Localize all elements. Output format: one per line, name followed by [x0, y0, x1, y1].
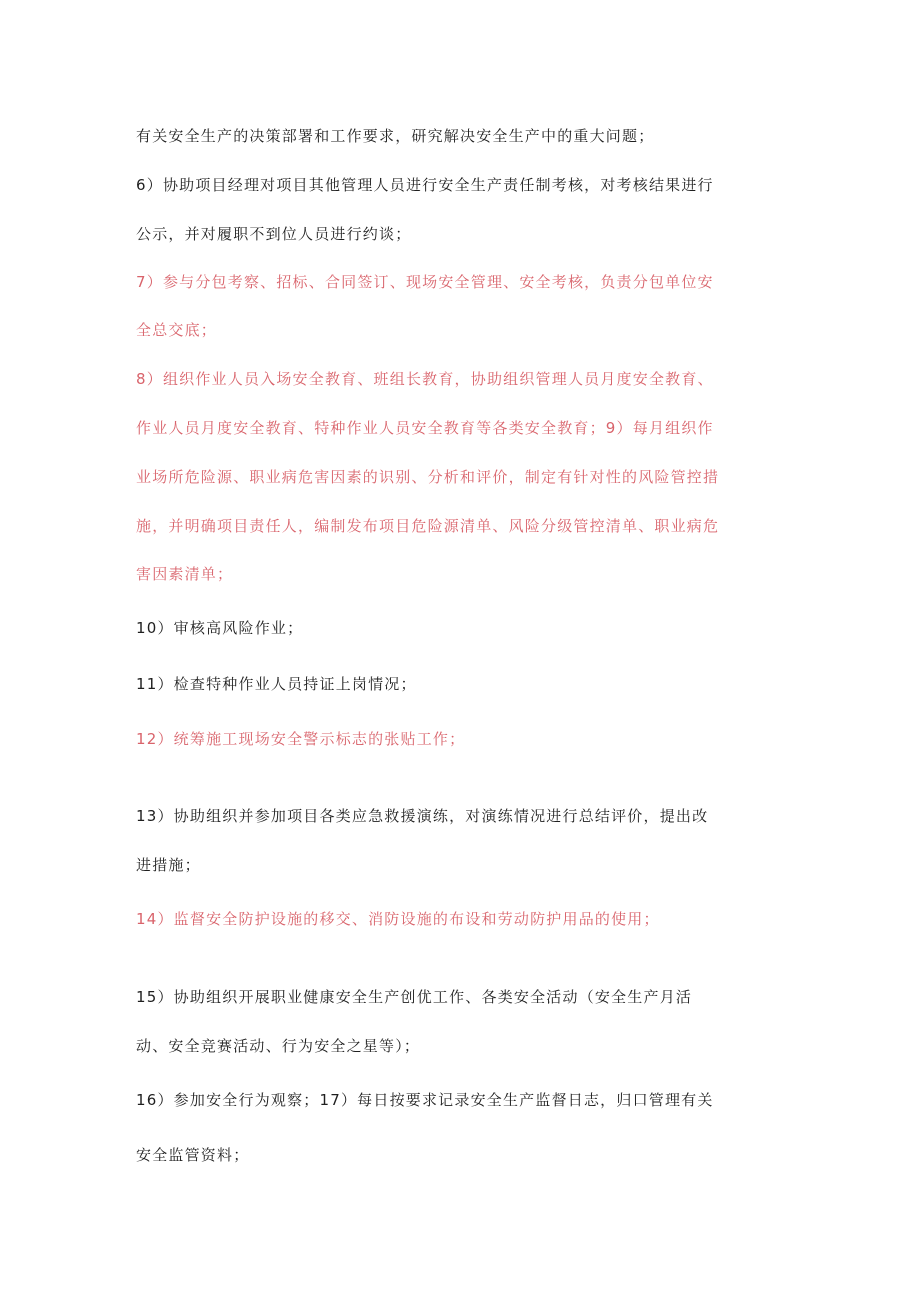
text-line: 7）参与分包考察、招标、合同签订、现场安全管理、安全考核，负责分包单位安 [136, 273, 714, 291]
text-line: 16）参加安全行为观察；17）每日按要求记录安全生产监督日志，归口管理有关 [136, 1091, 714, 1109]
text-line: 13）协助组织并参加项目各类应急救援演练，对演练情况进行总结评价，提出改 [136, 807, 709, 825]
text-line: 公示，并对履职不到位人员进行约谈； [136, 225, 412, 243]
text-line: 6）协助项目经理对项目其他管理人员进行安全生产责任制考核，对考核结果进行 [136, 176, 714, 194]
text-line: 14）监督安全防护设施的移交、消防设施的布设和劳动防护用品的使用； [136, 910, 660, 928]
text-line: 15）协助组织开展职业健康安全生产创优工作、各类安全活动（安全生产月活 [136, 988, 693, 1006]
text-line: 8）组织作业人员入场安全教育、班组长教育，协助组织管理人员月度安全教育、 [136, 370, 714, 388]
text-line: 有关安全生产的决策部署和工作要求，研究解决安全生产中的重大问题； [136, 127, 655, 145]
text-line: 害因素清单； [136, 565, 234, 583]
text-line: 安全监管资料； [136, 1146, 250, 1164]
text-line: 11）检查特种作业人员持证上岗情况； [136, 675, 417, 693]
text-line: 动、安全竞赛活动、行为安全之星等）； [136, 1037, 421, 1055]
text-line: 进措施； [136, 856, 201, 874]
text-line: 业场所危险源、职业病危害因素的识别、分析和评价，制定有针对性的风险管控措 [136, 468, 720, 486]
text-line: 全总交底； [136, 321, 218, 339]
text-line: 作业人员月度安全教育、特种作业人员安全教育等各类安全教育；9）每月组织作 [136, 419, 714, 437]
text-line: 施，并明确项目责任人，编制发布项目危险源清单、风险分级管控清单、职业病危 [136, 517, 720, 535]
text-line: 12）统筹施工现场安全警示标志的张贴工作； [136, 730, 466, 748]
text-line: 10）审核高风险作业； [136, 619, 304, 637]
